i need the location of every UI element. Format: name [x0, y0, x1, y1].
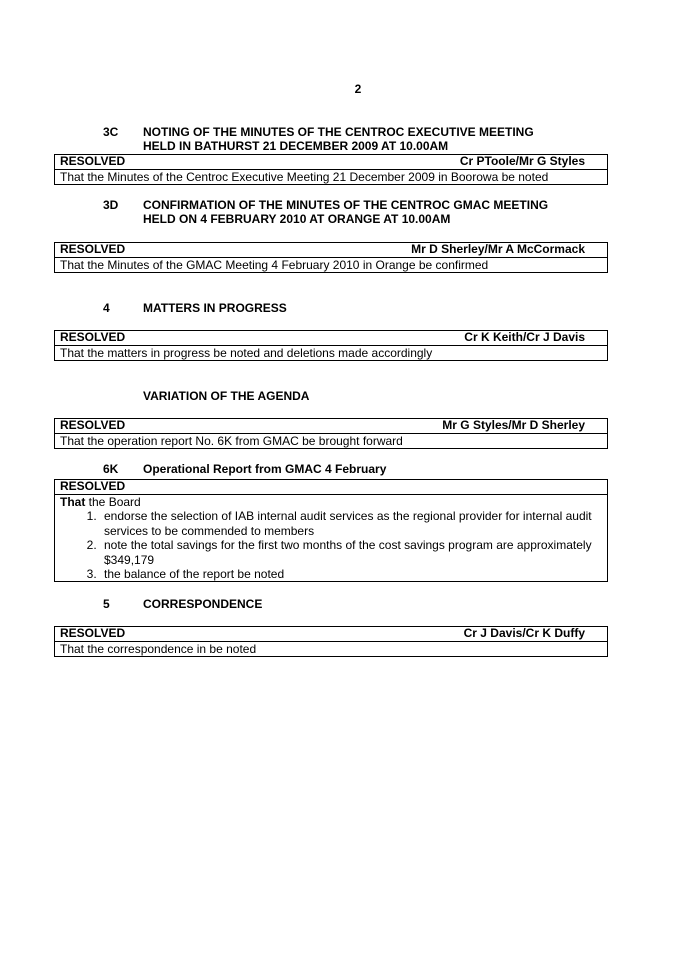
resolved-label: RESOLVED — [60, 154, 126, 168]
resolution-header — [55, 419, 607, 434]
resolution-body — [55, 495, 607, 581]
resolved-label: RESOLVED — [60, 626, 126, 640]
resolution-header — [55, 331, 607, 346]
resolution-box-3c — [54, 154, 608, 185]
resolution-text: That the correspondence in be noted — [60, 642, 257, 656]
section-title-4: MATTERS IN PROGRESS — [143, 301, 287, 315]
resolved-label: RESOLVED — [60, 418, 126, 432]
resolved-label: RESOLVED — [60, 330, 126, 344]
section-title-3c-line1: NOTING OF THE MINUTES OF THE CENTROC EXECUTIVE MEETING — [143, 125, 534, 139]
resolution-box-3d — [54, 242, 608, 273]
resolved-label: RESOLVED — [60, 479, 126, 493]
section-number-6k: 6K — [103, 462, 119, 476]
section-number-3c: 3C — [103, 125, 119, 139]
section-number-4: 4 — [103, 301, 110, 315]
section-title-3d — [143, 198, 548, 226]
movers: Cr PToole/Mr G Styles — [459, 154, 585, 168]
intro-bold: That — [60, 495, 86, 509]
section-title-3d-line2: HELD ON 4 FEBRUARY 2010 AT ORANGE AT 10.00AM — [143, 212, 451, 226]
movers: Mr G Styles/Mr D Sherley — [442, 418, 585, 432]
section-number-3d: 3D — [103, 198, 119, 212]
resolution-intro — [60, 495, 602, 509]
movers: Mr D Sherley/Mr A McCormack — [411, 242, 585, 256]
resolved-label: RESOLVED — [60, 242, 126, 256]
resolution-header — [55, 243, 607, 258]
movers: Cr J Davis/Cr K Duffy — [463, 626, 585, 640]
resolution-box-6k — [54, 479, 608, 582]
resolution-header — [55, 627, 607, 642]
section-number-5: 5 — [103, 597, 110, 611]
list-item: 3. the balance of the report be noted — [100, 567, 602, 581]
resolution-box-variation — [54, 418, 608, 449]
intro-rest: the Board — [85, 495, 141, 509]
resolution-items — [60, 509, 602, 581]
resolution-box-4 — [54, 330, 608, 361]
section-title-3d-line1: CONFIRMATION OF THE MINUTES OF THE CENTROC GMAC MEETING — [143, 198, 549, 212]
resolution-text: That the matters in progress be noted and deletions made accordingly — [60, 346, 433, 360]
resolution-text: That the Minutes of the GMAC Meeting 4 February 2010 in Orange be confirmed — [60, 258, 489, 272]
resolution-header — [55, 480, 607, 495]
section-title-6k: Operational Report from GMAC 4 February — [143, 462, 387, 476]
page-number: 2 — [354, 82, 362, 96]
section-title-3c — [143, 125, 534, 153]
resolution-text: That the operation report No. 6K from GMAC be brought forward — [60, 434, 403, 448]
list-item: 2. note the total savings for the first two months of the cost savings program are approximately $349,179 — [100, 538, 602, 567]
resolution-header — [55, 155, 607, 170]
section-title-5: CORRESPONDENCE — [143, 597, 263, 611]
resolution-text: That the Minutes of the Centroc Executive Meeting 21 December 2009 in Boorowa be noted — [60, 170, 549, 184]
list-item: 1. endorse the selection of IAB internal audit services as the regional provider for internal audit services to be commended to members — [100, 509, 602, 538]
section-title-3c-line2: HELD IN BATHURST 21 DECEMBER 2009 AT 10.00AM — [143, 139, 449, 153]
movers: Cr K Keith/Cr J Davis — [464, 330, 585, 344]
resolution-box-5 — [54, 626, 608, 657]
section-title-variation: VARIATION OF THE AGENDA — [143, 389, 310, 403]
